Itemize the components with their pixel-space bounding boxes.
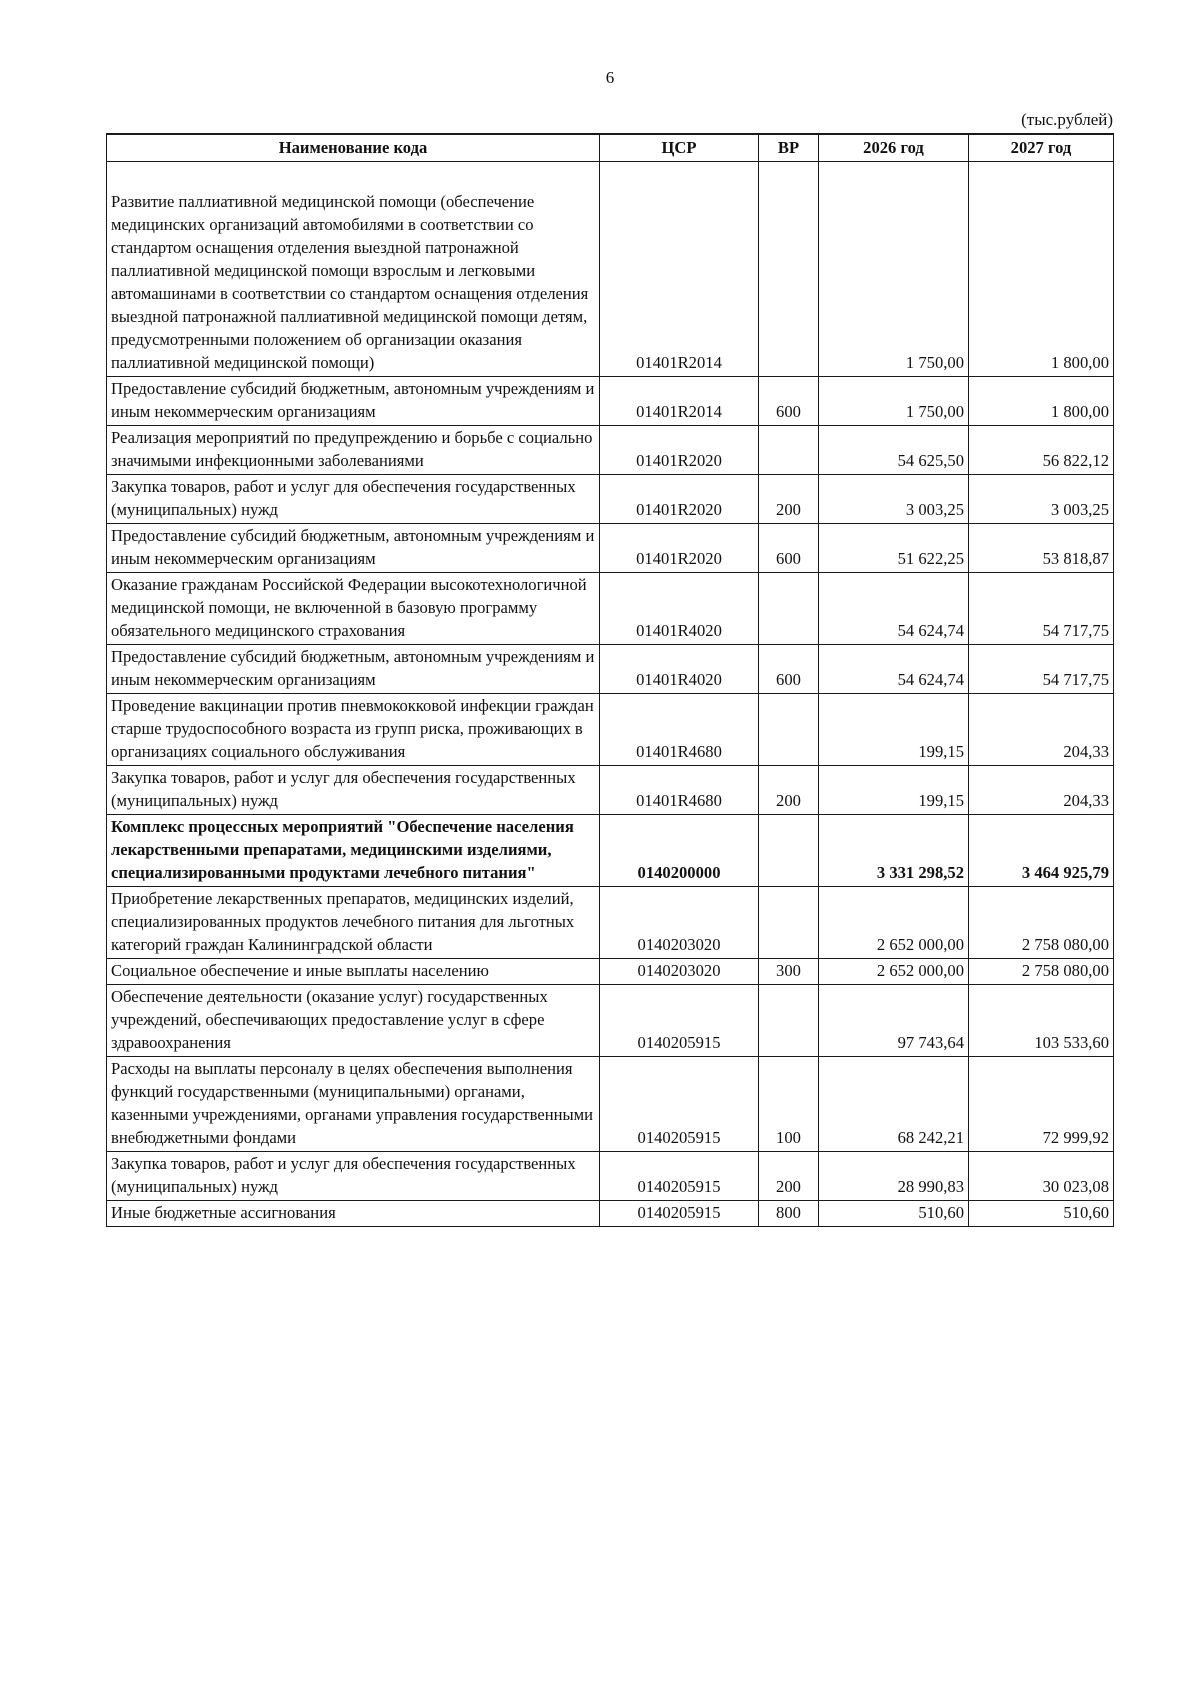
row-value-2027: 1 800,00 — [969, 190, 1114, 377]
table-row — [107, 959, 1114, 985]
row-value-2027: 204,33 — [969, 694, 1114, 766]
row-name: Предоставление субсидий бюджетным, автономным учреждениям и иным некоммерческим организациям — [107, 645, 600, 694]
row-name: Иные бюджетные ассигнования — [107, 1201, 600, 1227]
row-name: Реализация мероприятий по предупреждению и борьбе с социально значимыми инфекционными заболеваниями — [107, 426, 600, 475]
row-value-2027: 30 023,08 — [969, 1152, 1114, 1201]
row-name: Закупка товаров, работ и услуг для обеспечения государственных (муниципальных) нужд — [107, 475, 600, 524]
row-value-2027: 2 758 080,00 — [969, 887, 1114, 959]
row-csr: 01401R2014 — [600, 377, 759, 426]
row-name: Расходы на выплаты персоналу в целях обеспечения выполнения функций государственными (муниципальными) органами, казенными учреждениями, органами управления государственными внебюджетными фондами — [107, 1057, 600, 1152]
row-value-2026: 54 624,74 — [819, 645, 969, 694]
row-name: Проведение вакцинации против пневмококковой инфекции граждан старше трудоспособного возраста из групп риска, проживающих в организациях социального обслуживания — [107, 694, 600, 766]
table-row — [107, 887, 1114, 959]
row-vr: 100 — [759, 1057, 819, 1152]
row-vr: 300 — [759, 959, 819, 985]
row-name: Социальное обеспечение и иные выплаты населению — [107, 959, 600, 985]
row-value-2027: 3 464 925,79 — [969, 815, 1114, 887]
row-value-2027: 54 717,75 — [969, 573, 1114, 645]
row-value-2026: 28 990,83 — [819, 1152, 969, 1201]
spacer-cell — [759, 162, 819, 191]
row-value-2027: 2 758 080,00 — [969, 959, 1114, 985]
table-row — [107, 573, 1114, 645]
row-csr: 0140203020 — [600, 959, 759, 985]
spacer-cell — [600, 162, 759, 191]
row-value-2026: 68 242,21 — [819, 1057, 969, 1152]
row-value-2026: 510,60 — [819, 1201, 969, 1227]
units-label: (тыс.рублей) — [1021, 110, 1113, 129]
table-row — [107, 645, 1114, 694]
row-vr: 600 — [759, 377, 819, 426]
table-row — [107, 1201, 1114, 1227]
table-row — [107, 1057, 1114, 1152]
row-vr — [759, 573, 819, 645]
row-value-2027: 72 999,92 — [969, 1057, 1114, 1152]
row-vr: 600 — [759, 645, 819, 694]
row-value-2027: 56 822,12 — [969, 426, 1114, 475]
row-value-2026: 1 750,00 — [819, 190, 969, 377]
row-csr: 0140205915 — [600, 985, 759, 1057]
table-header-row — [107, 134, 1114, 162]
row-name: Закупка товаров, работ и услуг для обеспечения государственных (муниципальных) нужд — [107, 766, 600, 815]
row-csr: 0140205915 — [600, 1201, 759, 1227]
row-csr: 01401R4680 — [600, 766, 759, 815]
page-number: 6 — [605, 68, 615, 87]
row-value-2026: 3 003,25 — [819, 475, 969, 524]
row-name: Развитие паллиативной медицинской помощи (обеспечение медицинских организаций автомобилями в соответствии со стандартом оснащения отделения выездной патронажной паллиативной медицинской помощи взрослым и легковыми автомашинами в соответствии со стандартом оснащения отделения выездной патронажной паллиативной медицинской помощи детям, предусмотренными положением об организации оказания паллиативной медицинской помощи) — [107, 190, 600, 377]
row-name: Закупка товаров, работ и услуг для обеспечения государственных (муниципальных) нужд — [107, 1152, 600, 1201]
row-vr — [759, 887, 819, 959]
row-vr: 800 — [759, 1201, 819, 1227]
row-name: Приобретение лекарственных препаратов, медицинских изделий, специализированных продуктов лечебного питания для льготных категорий граждан Калининградской области — [107, 887, 600, 959]
table-row — [107, 985, 1114, 1057]
row-value-2026: 199,15 — [819, 694, 969, 766]
row-value-2026: 3 331 298,52 — [819, 815, 969, 887]
row-value-2027: 204,33 — [969, 766, 1114, 815]
row-value-2027: 53 818,87 — [969, 524, 1114, 573]
row-value-2026: 199,15 — [819, 766, 969, 815]
table-row — [107, 694, 1114, 766]
table-row — [107, 475, 1114, 524]
row-value-2026: 1 750,00 — [819, 377, 969, 426]
row-csr: 01401R2020 — [600, 475, 759, 524]
row-value-2026: 2 652 000,00 — [819, 887, 969, 959]
header-csr: ЦСР — [600, 134, 759, 162]
table-spacer-row — [107, 162, 1114, 191]
row-name: Комплекс процессных мероприятий "Обеспечение населения лекарственными препаратами, медицинскими изделиями, специализированными продуктами лечебного питания" — [107, 815, 600, 887]
row-value-2026: 54 624,74 — [819, 573, 969, 645]
table-row — [107, 815, 1114, 887]
row-value-2027: 1 800,00 — [969, 377, 1114, 426]
table-row — [107, 1152, 1114, 1201]
row-vr — [759, 985, 819, 1057]
row-csr: 0140205915 — [600, 1057, 759, 1152]
row-csr: 01401R2020 — [600, 524, 759, 573]
header-2026: 2026 год — [819, 134, 969, 162]
row-csr: 01401R2014 — [600, 190, 759, 377]
table-row — [107, 766, 1114, 815]
row-value-2026: 54 625,50 — [819, 426, 969, 475]
table-body — [107, 162, 1114, 1227]
table-row — [107, 377, 1114, 426]
spacer-cell — [969, 162, 1114, 191]
row-value-2027: 510,60 — [969, 1201, 1114, 1227]
row-vr: 200 — [759, 475, 819, 524]
row-csr: 0140203020 — [600, 887, 759, 959]
row-value-2026: 2 652 000,00 — [819, 959, 969, 985]
row-name: Предоставление субсидий бюджетным, автономным учреждениям и иным некоммерческим организациям — [107, 377, 600, 426]
header-name: Наименование кода — [107, 134, 600, 162]
row-vr — [759, 815, 819, 887]
header-2027: 2027 год — [969, 134, 1114, 162]
table-row — [107, 426, 1114, 475]
table-row — [107, 524, 1114, 573]
spacer-cell — [107, 162, 600, 191]
row-name: Обеспечение деятельности (оказание услуг) государственных учреждений, обеспечивающих предоставление услуг в сфере здравоохранения — [107, 985, 600, 1057]
row-vr: 200 — [759, 1152, 819, 1201]
row-csr: 01401R4680 — [600, 694, 759, 766]
row-vr — [759, 190, 819, 377]
spacer-cell — [819, 162, 969, 191]
row-name: Оказание гражданам Российской Федерации высокотехнологичной медицинской помощи, не включенной в базовую программу обязательного медицинского страхования — [107, 573, 600, 645]
row-value-2027: 54 717,75 — [969, 645, 1114, 694]
row-value-2027: 3 003,25 — [969, 475, 1114, 524]
row-value-2026: 51 622,25 — [819, 524, 969, 573]
row-csr: 0140205915 — [600, 1152, 759, 1201]
row-csr: 0140200000 — [600, 815, 759, 887]
row-value-2026: 97 743,64 — [819, 985, 969, 1057]
row-vr — [759, 426, 819, 475]
budget-table — [106, 133, 1114, 1227]
row-vr — [759, 694, 819, 766]
row-csr: 01401R4020 — [600, 645, 759, 694]
row-vr: 600 — [759, 524, 819, 573]
row-value-2027: 103 533,60 — [969, 985, 1114, 1057]
header-vr: ВР — [759, 134, 819, 162]
row-csr: 01401R4020 — [600, 573, 759, 645]
row-name: Предоставление субсидий бюджетным, автономным учреждениям и иным некоммерческим организациям — [107, 524, 600, 573]
row-vr: 200 — [759, 766, 819, 815]
table-row — [107, 190, 1114, 377]
row-csr: 01401R2020 — [600, 426, 759, 475]
